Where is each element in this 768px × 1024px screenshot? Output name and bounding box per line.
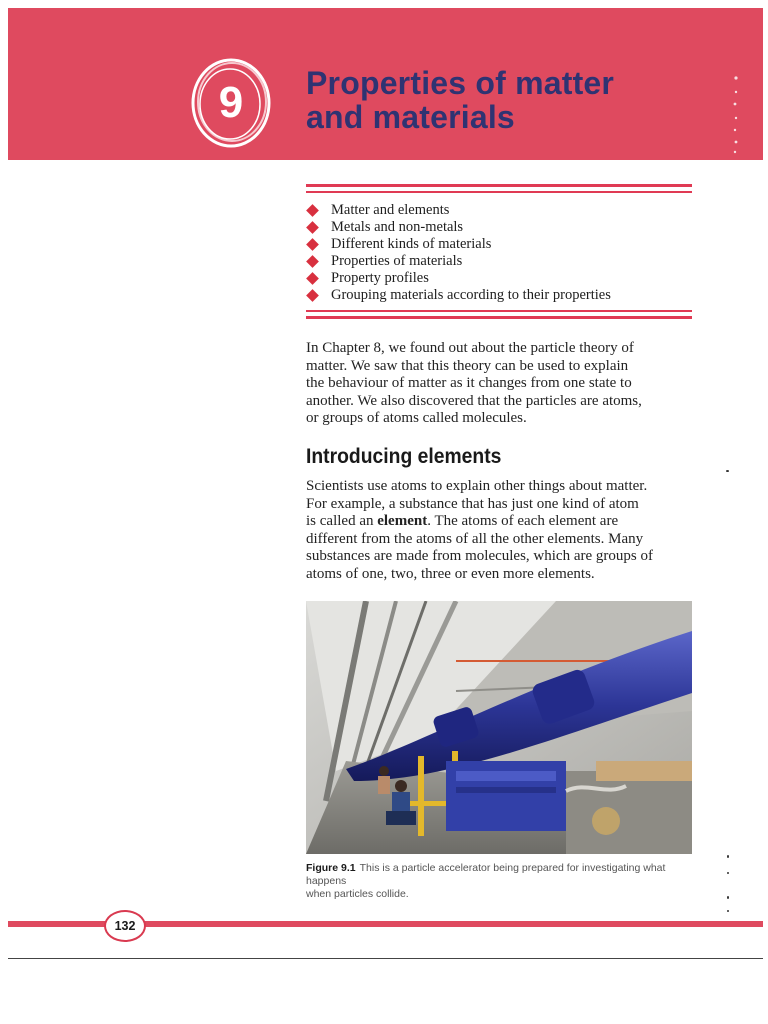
particle-accelerator-photo <box>306 601 692 854</box>
margin-speck <box>727 896 729 899</box>
topic-rule-bottom-1 <box>306 310 692 312</box>
topic-rule-top-2 <box>306 191 692 193</box>
chapter-topic-list <box>306 202 696 304</box>
edge-marks-decoration <box>716 70 744 160</box>
chapter-number: 9 <box>218 78 244 127</box>
footer-divider <box>8 958 763 959</box>
topic-item: Properties of materials <box>306 253 696 270</box>
margin-speck <box>727 855 729 858</box>
page-edge-marks <box>716 70 744 160</box>
section-heading: Introducing elements <box>306 445 502 468</box>
chapter-title-line-1: Properties of matter <box>306 65 615 101</box>
topic-item: Different kinds of materials <box>306 236 696 253</box>
topic-item: Property profiles <box>306 270 696 287</box>
diamond-bullet-icon <box>306 238 319 251</box>
margin-speck <box>726 470 729 472</box>
topic-item: Metals and non-metals <box>306 219 696 236</box>
topic-rule-top-1 <box>306 184 692 187</box>
topic-item: Grouping materials according to their properties <box>306 287 696 304</box>
chapter-number-badge <box>190 54 272 152</box>
diamond-bullet-icon <box>306 289 319 302</box>
diamond-bullet-icon <box>306 221 319 234</box>
diamond-bullet-icon <box>306 255 319 268</box>
page-number: 132 <box>104 910 146 942</box>
margin-speck <box>727 910 729 912</box>
topic-rule-bottom-2 <box>306 316 692 319</box>
chapter-title-line-2: and materials <box>306 99 515 135</box>
accelerator-illustration <box>306 601 692 854</box>
figure-caption: Figure 9.1 This is a particle accelerator being prepared for investigating what happens when particles collide. <box>306 862 666 900</box>
topic-item: Matter and elements <box>306 202 696 219</box>
chapter-title <box>306 66 726 134</box>
figure-label: Figure 9.1 <box>306 862 356 874</box>
section-paragraph: Scientists use atoms to explain other things about matter. For example, a substance that has just one kind of atom is called an element. The atoms of each element are different from the atoms of all the other elements. Many substances are made from molecules, which are groups of atoms of one, two, three or even more elements. <box>306 478 653 582</box>
element-term: element <box>377 513 428 530</box>
diamond-bullet-icon <box>306 204 319 217</box>
diamond-bullet-icon <box>306 272 319 285</box>
margin-speck <box>727 872 729 874</box>
intro-paragraph: In Chapter 8, we found out about the particle theory of matter. We saw that this theory can be used to explain the behaviour of matter as it changes from one state to another. We also discovered that the particles are atoms, or groups of atoms called molecules. <box>306 340 642 427</box>
